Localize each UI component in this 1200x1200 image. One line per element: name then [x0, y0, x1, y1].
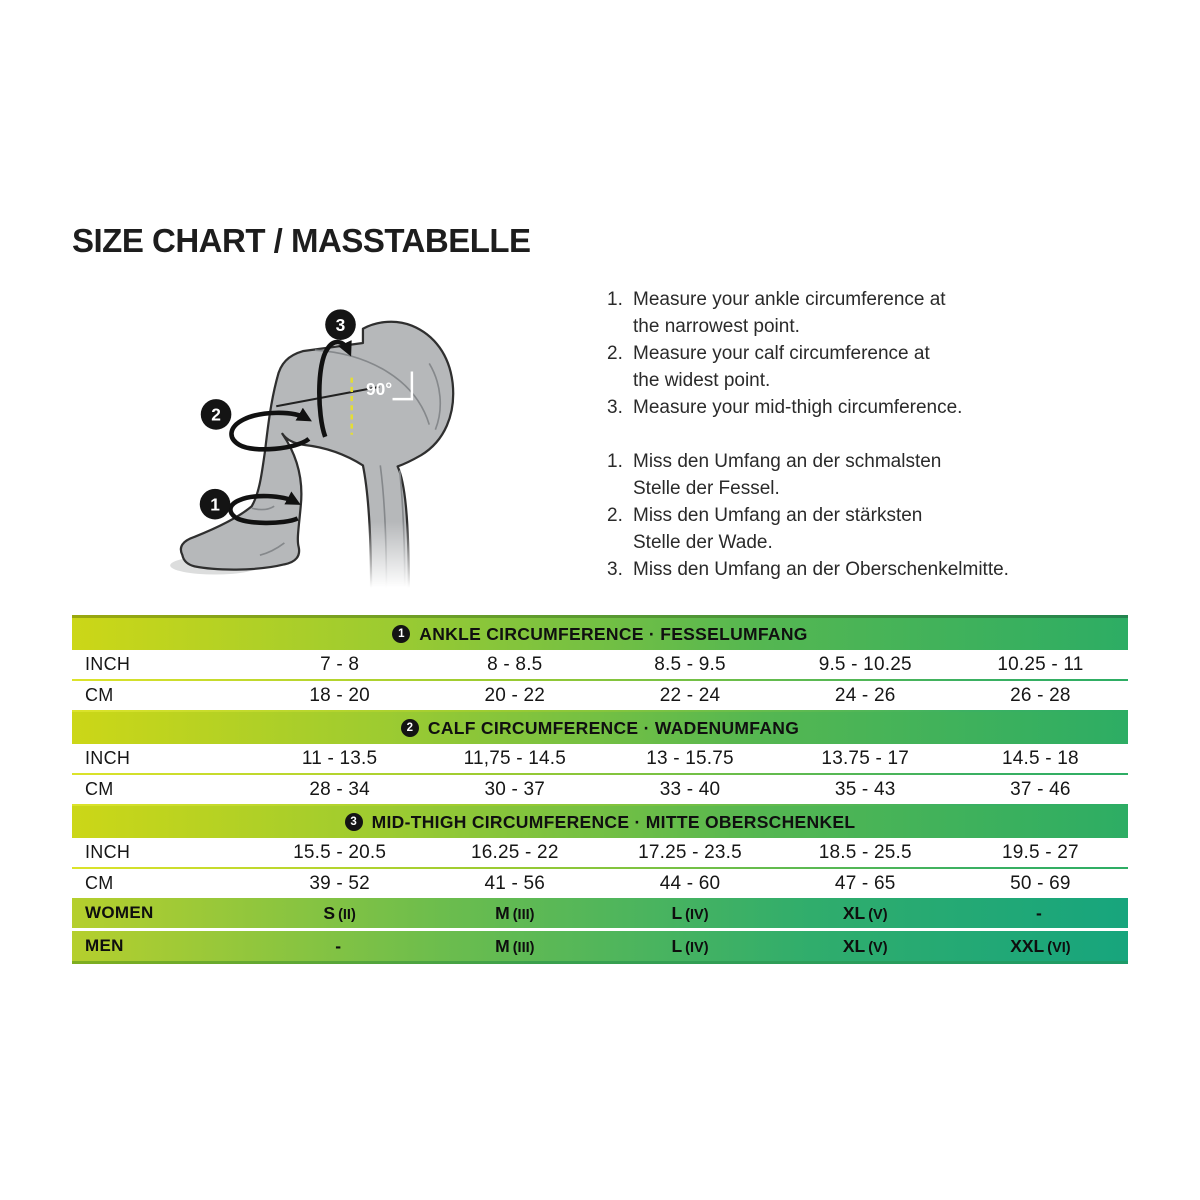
- measure-point-3-number: 3: [335, 314, 346, 335]
- instruction-number: 2.: [607, 343, 623, 364]
- table-cell: 20 - 22: [484, 684, 546, 706]
- angle-label: 90°: [366, 379, 393, 400]
- size-value: S: [323, 902, 336, 923]
- table-cell: 16.25 - 22: [471, 841, 559, 863]
- leg-silhouette: [181, 322, 453, 591]
- table-row-thigh-cm: [72, 869, 1128, 898]
- section-header-calf: [72, 712, 1128, 744]
- table-cell: 41 - 56: [484, 872, 546, 894]
- instruction-number: 2.: [607, 505, 623, 526]
- table-row-ankle-cm: [72, 681, 1128, 710]
- table-cell: 24 - 26: [834, 684, 896, 706]
- size-cell: [427, 903, 602, 924]
- table-cell: 14.5 - 18: [1002, 747, 1079, 769]
- table-cell: 18.5 - 25.5: [818, 841, 912, 863]
- size-value: L: [671, 935, 683, 956]
- instruction-en-1: [607, 286, 1087, 340]
- table-cell: 44 - 60: [659, 872, 721, 894]
- table-cell: 37 - 46: [1010, 778, 1071, 800]
- table-cell: 7 - 8: [320, 653, 360, 675]
- size-roman: (III): [512, 906, 535, 923]
- table-cell: 9.5 - 10.25: [818, 653, 912, 675]
- section-title: ANKLE CIRCUMFERENCE · FESSELUMFANG: [419, 623, 808, 644]
- section-2-badge-icon: 2: [401, 719, 419, 737]
- size-cell: [602, 936, 777, 957]
- leg-illustration: [160, 292, 470, 598]
- table-cell: 47 - 65: [834, 872, 896, 894]
- instruction-text: Measure your mid-thigh circumference.: [633, 397, 963, 418]
- instruction-de-2: [607, 502, 1087, 556]
- table-cell: 11,75 - 14.5: [463, 747, 566, 769]
- size-cell: [953, 936, 1128, 957]
- table-cell: 8.5 - 9.5: [654, 653, 726, 675]
- instruction-text: the widest point.: [633, 370, 771, 391]
- table-cell: 15.5 - 20.5: [293, 841, 387, 863]
- size-roman: (II): [338, 906, 356, 923]
- size-value: M: [495, 935, 510, 956]
- row-label: WOMEN: [85, 903, 154, 922]
- section-title: CALF CIRCUMFERENCE · WADENUMFANG: [427, 717, 800, 738]
- page-title: SIZE CHART / MASSTABELLE: [72, 222, 531, 259]
- instruction-en-3: [607, 394, 1087, 421]
- size-cell: [427, 936, 602, 957]
- size-cell: [778, 903, 953, 924]
- table-cell: 39 - 52: [309, 872, 370, 894]
- size-roman: (V): [868, 939, 888, 956]
- row-label: INCH: [85, 654, 131, 674]
- instruction-text: Miss den Umfang an der Oberschenkelmitte.: [633, 559, 1009, 580]
- row-label: CM: [85, 685, 114, 705]
- measure-point-1-number: 1: [210, 494, 220, 515]
- table-row-calf-inch: [72, 744, 1128, 773]
- table-cell: 18 - 20: [309, 684, 370, 706]
- size-cell: [778, 936, 953, 957]
- size-value: L: [671, 902, 683, 923]
- size-value: -: [1036, 902, 1042, 923]
- table-cell: 19.5 - 27: [1002, 841, 1079, 863]
- row-label: MEN: [85, 936, 124, 955]
- row-label: CM: [85, 873, 114, 893]
- size-value: -: [335, 935, 342, 956]
- instruction-text: Miss den Umfang an der stärksten: [633, 505, 923, 526]
- table-cell: 13.75 - 17: [821, 747, 909, 769]
- row-label: INCH: [85, 748, 131, 768]
- table-cell: 30 - 37: [484, 778, 546, 800]
- instruction-number: 1.: [607, 289, 623, 310]
- instruction-text: Miss den Umfang an der schmalsten: [633, 451, 942, 472]
- table-cell: 22 - 24: [659, 684, 721, 706]
- instruction-number: 3.: [607, 397, 623, 418]
- table-row-men-sizes: [72, 931, 1128, 961]
- instruction-en-2: [607, 340, 1087, 394]
- instruction-text: Measure your ankle circumference at: [633, 289, 946, 310]
- table-cell: 10.25 - 11: [997, 653, 1084, 675]
- table-row-calf-cm: [72, 775, 1128, 804]
- size-value: XL: [842, 935, 866, 956]
- table-cell: 8 - 8.5: [487, 653, 543, 675]
- size-cell: [602, 903, 777, 924]
- instruction-de-1: [607, 448, 1087, 502]
- size-value: XXL: [1010, 935, 1045, 956]
- torso-fade: [365, 522, 412, 595]
- table-cell: 11 - 13.5: [301, 747, 378, 769]
- instructions-german: [607, 448, 1087, 583]
- instruction-text: the narrowest point.: [633, 316, 800, 337]
- size-cell: [252, 936, 427, 957]
- table-cell: 35 - 43: [834, 778, 896, 800]
- table-cell: 28 - 34: [309, 778, 370, 800]
- size-roman: (VI): [1047, 939, 1071, 956]
- section-1-badge-icon: 1: [392, 625, 410, 643]
- size-roman: (IV): [685, 906, 709, 923]
- section-header-ankle: [72, 618, 1128, 650]
- table-row-ankle-inch: [72, 650, 1128, 679]
- section-header-mid-thigh: [72, 806, 1128, 838]
- table-row-women-sizes: [72, 898, 1128, 928]
- table-cell: 50 - 69: [1010, 872, 1071, 894]
- size-table: [72, 615, 1128, 964]
- instruction-text: Stelle der Wade.: [633, 532, 773, 553]
- size-roman: (IV): [685, 939, 709, 956]
- table-bottom-border: [72, 961, 1128, 964]
- size-cell: [252, 903, 427, 924]
- size-value: XL: [842, 902, 866, 923]
- table-cell: 26 - 28: [1010, 684, 1071, 706]
- instruction-number: 3.: [607, 559, 623, 580]
- section-title: MID-THIGH CIRCUMFERENCE · MITTE OBERSCHENKEL: [371, 811, 856, 832]
- table-cell: 33 - 40: [659, 778, 721, 800]
- size-roman: (III): [512, 939, 535, 956]
- instruction-text: Measure your calf circumference at: [633, 343, 930, 364]
- table-row-thigh-inch: [72, 838, 1128, 867]
- instruction-number: 1.: [607, 451, 623, 472]
- instruction-text: Stelle der Fessel.: [633, 478, 780, 499]
- table-cell: 13 - 15.75: [646, 747, 734, 769]
- size-value: M: [495, 902, 510, 923]
- table-cell: 17.25 - 23.5: [638, 841, 742, 863]
- row-label: INCH: [85, 842, 131, 862]
- instructions-english: [607, 286, 1087, 421]
- size-roman: (V): [868, 906, 888, 923]
- size-cell: [953, 903, 1128, 924]
- leg-illustration-svg: [160, 292, 470, 598]
- instruction-de-3: [607, 556, 1087, 583]
- row-label: CM: [85, 779, 114, 799]
- measure-point-2-number: 2: [211, 404, 221, 425]
- section-3-badge-icon: 3: [345, 813, 363, 831]
